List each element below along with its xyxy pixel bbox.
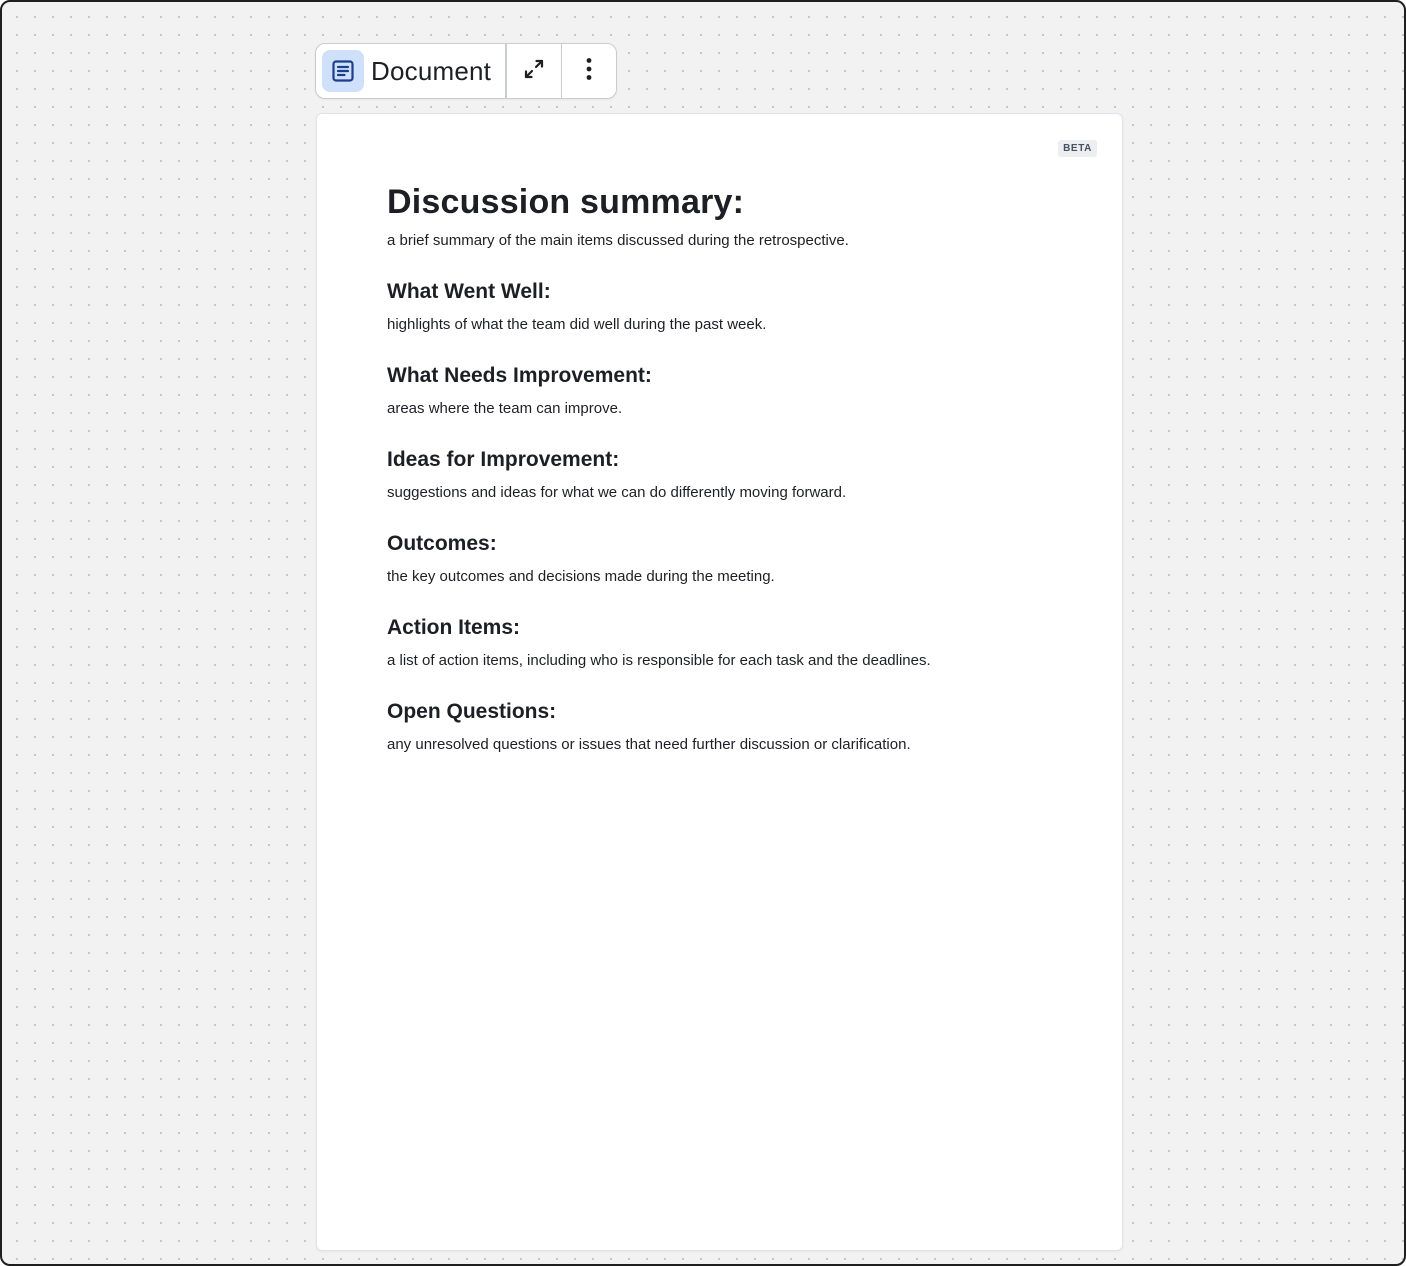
section-outcomes <box>387 531 1052 587</box>
section-action-items <box>387 615 1052 671</box>
section-body[interactable]: areas where the team can improve. <box>387 400 623 417</box>
section-open-questions <box>387 699 1052 755</box>
document-subtitle[interactable]: a brief summary of the main items discussed during the retrospective. <box>387 232 849 249</box>
section-body[interactable]: suggestions and ideas for what we can do differently moving forward. <box>387 484 847 501</box>
section-what-went-well <box>387 279 1052 335</box>
more-vertical-icon <box>576 56 602 87</box>
section-body[interactable]: any unresolved questions or issues that need further discussion or clarification. <box>387 736 911 753</box>
section-body[interactable]: highlights of what the team did well during the past week. <box>387 316 767 333</box>
section-heading[interactable]: What Needs Improvement: <box>387 364 652 387</box>
section-heading[interactable]: Open Questions: <box>387 700 557 723</box>
section-heading[interactable]: What Went Well: <box>387 280 551 303</box>
document-type-button[interactable] <box>316 44 505 98</box>
section-heading[interactable]: Ideas for Improvement: <box>387 448 620 471</box>
document-type-label: Document <box>371 55 492 86</box>
document-content <box>387 182 1052 755</box>
section-body[interactable]: the key outcomes and decisions made during the meeting. <box>387 568 775 585</box>
expand-arrows-icon <box>521 56 547 87</box>
beta-badge: BETA <box>1058 140 1097 157</box>
document-icon <box>322 50 364 92</box>
section-body[interactable]: a list of action items, including who is responsible for each task and the deadlines. <box>387 652 931 669</box>
section-heading[interactable]: Action Items: <box>387 616 521 639</box>
section-heading[interactable]: Outcomes: <box>387 532 497 555</box>
section-ideas-for-improvement <box>387 447 1052 503</box>
document-title[interactable]: Discussion summary: <box>387 183 745 221</box>
expand-button[interactable] <box>507 44 561 98</box>
document-page[interactable] <box>316 113 1123 1251</box>
document-toolbar <box>315 43 617 99</box>
more-options-button[interactable] <box>562 44 616 98</box>
section-what-needs-improvement <box>387 363 1052 419</box>
